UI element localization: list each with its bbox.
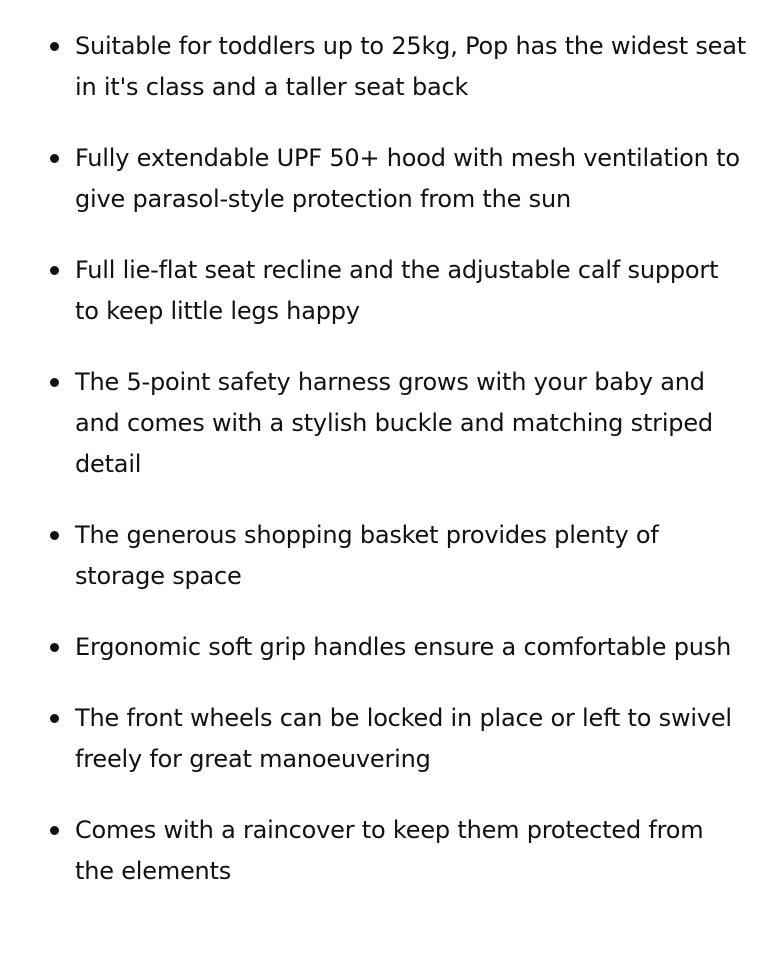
bullet-icon: [50, 42, 59, 51]
feature-item: [0, 138, 768, 220]
feature-item: [0, 250, 768, 332]
feature-text: Comes with a raincover to keep them protected from the elements: [75, 816, 704, 885]
bullet-icon: [50, 378, 59, 387]
bullet-icon: [50, 154, 59, 163]
feature-item: [0, 627, 768, 668]
bullet-icon: [50, 643, 59, 652]
feature-text: The front wheels can be locked in place or left to swivel freely for great manoeuvering: [75, 704, 732, 773]
feature-item: [0, 515, 768, 597]
feature-item: [0, 362, 768, 485]
feature-text: Suitable for toddlers up to 25kg, Pop has the widest seat in it's class and a taller seat back: [75, 32, 746, 101]
bullet-icon: [50, 714, 59, 723]
bullet-icon: [50, 531, 59, 540]
feature-text: The generous shopping basket provides plenty of storage space: [75, 521, 659, 590]
bullet-icon: [50, 826, 59, 835]
feature-text: Ergonomic soft grip handles ensure a comfortable push: [75, 633, 732, 661]
feature-text: Full lie-flat seat recline and the adjustable calf support to keep little legs happy: [75, 256, 719, 325]
bullet-icon: [50, 266, 59, 275]
feature-item: [0, 26, 768, 108]
feature-item: [0, 810, 768, 892]
feature-text: The 5-point safety harness grows with your baby and and comes with a stylish buckle and matching striped detail: [75, 368, 713, 478]
feature-item: [0, 698, 768, 780]
feature-text: Fully extendable UPF 50+ hood with mesh ventilation to give parasol-style protection from the sun: [75, 144, 740, 213]
